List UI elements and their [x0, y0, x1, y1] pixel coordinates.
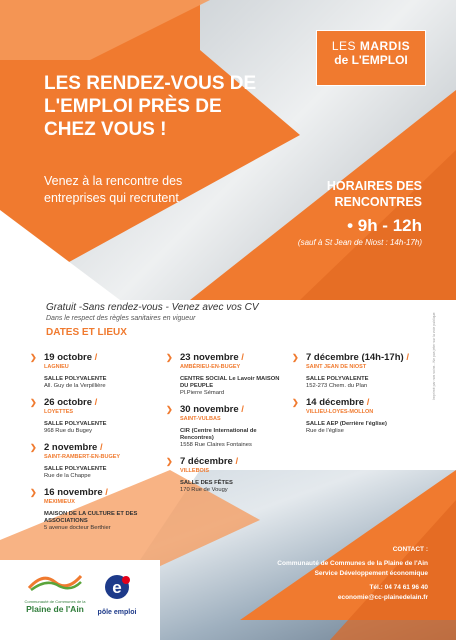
- entry-address: 170 Rue de Vougy: [180, 487, 228, 493]
- arrow-icon: ❯: [30, 488, 37, 497]
- hours-value: 9h - 12h: [357, 216, 422, 235]
- arrow-icon: ❯: [166, 353, 173, 362]
- entry-venue: SALLE DES FÊTES: [180, 480, 233, 486]
- contact-block: [258, 545, 428, 603]
- entry-address: Pl.Pierre Sémard: [180, 390, 225, 396]
- entry-venue: SALLE POLYVALENTE: [306, 376, 369, 382]
- date-entry: [30, 397, 150, 435]
- arrow-icon: ❯: [166, 457, 173, 466]
- arrow-icon: ❯: [166, 405, 173, 414]
- entry-date-line: 16 novembre /: [44, 487, 108, 498]
- entry-town: SAINT-RAMBERT-EN-BUGEY: [44, 454, 121, 460]
- entry-date: 23 novembre: [180, 352, 239, 363]
- entry-town: VILLEBOIS: [180, 468, 210, 474]
- entry-date-line: 26 octobre /: [44, 397, 98, 408]
- entry-venue: SALLE POLYVALENTE: [44, 376, 107, 382]
- mardis-badge: [316, 30, 426, 86]
- badge-les: LES: [331, 39, 360, 53]
- horaires-title: HORAIRES DES RENCONTRES: [326, 179, 422, 209]
- arrow-icon: ❯: [30, 353, 37, 362]
- date-entry: [292, 397, 422, 435]
- entry-address: All. Guy de la Verpillière: [44, 383, 106, 389]
- entry-venue: CENTRE SOCIAL Le Lavoir MAISON DU PEUPLE: [180, 376, 280, 389]
- entry-date-line: 23 novembre /: [180, 352, 244, 363]
- ccpa-logo: [20, 570, 90, 620]
- entry-venue: SALLE POLYVALENTE: [44, 421, 107, 427]
- contact-service: Service Développement économique: [314, 570, 428, 577]
- contact-org: Communauté de Communes de la Plaine de l'Ain: [277, 560, 428, 567]
- entry-town: LOYETTES: [44, 409, 74, 415]
- entry-address: 1558 Rue Claires Fontaines: [180, 442, 252, 448]
- entry-date-line: 2 novembre /: [44, 442, 103, 453]
- contact-phone: Tél.: 04 74 61 96 40: [369, 584, 428, 591]
- entry-town: SAINT-VULBAS: [180, 416, 221, 422]
- arrow-icon: ❯: [292, 398, 299, 407]
- svg-text:e: e: [112, 578, 122, 597]
- entry-town: AMBÉRIEU-EN-BUGEY: [180, 364, 241, 370]
- entry-date-line: 30 novembre /: [180, 404, 244, 415]
- main-headline: LES RENDEZ-VOUS DE L'EMPLOI PRÈS DE CHEZ VOUS !: [44, 73, 257, 140]
- entry-venue: MAISON DE LA CULTURE ET DES ASSOCIATIONS: [44, 511, 138, 524]
- ccpa-small-text: Communauté de Communes de la: [24, 599, 86, 604]
- entry-date-line: 19 octobre /: [44, 352, 98, 363]
- entry-date-line: 7 décembre (14h-17h) /: [306, 352, 409, 363]
- dates-column-3: [292, 352, 422, 442]
- entry-address: 5 avenue docteur Berthier: [44, 525, 111, 531]
- entry-venue: CIR (Centre International de Rencontres): [180, 428, 257, 441]
- entry-address: 968 Rue du Bugey: [44, 428, 93, 434]
- date-entry: [166, 352, 286, 397]
- dates-column-2: [166, 352, 286, 501]
- badge-mardis: MARDIS: [359, 39, 411, 53]
- entry-town: LAGNIEU: [44, 364, 69, 370]
- ccpa-name: Plaine de l'Ain: [26, 604, 84, 614]
- arrow-icon: ❯: [292, 353, 299, 362]
- entry-date-line: 14 décembre /: [306, 397, 370, 408]
- entry-date: 30 novembre: [180, 404, 239, 415]
- print-note: Imprimé par nos soins - Ne pas jeter sur la voie publique: [432, 312, 436, 400]
- dates-title: DATES ET LIEUX: [46, 327, 127, 338]
- entry-date: 19 octobre: [44, 352, 93, 363]
- entry-town: SAINT JEAN DE NIOST: [306, 364, 367, 370]
- pole-emploi-logo: [92, 572, 142, 622]
- entry-address: 152-273 Chem. du Plan: [306, 383, 368, 389]
- entry-address: Rue de la Chappe: [44, 473, 91, 479]
- free-info: Gratuit -Sans rendez-vous - Venez avec vos CV: [46, 302, 259, 313]
- entry-venue: SALLE POLYVALENTE: [44, 466, 107, 472]
- entry-date: 7 décembre (14h-17h): [306, 352, 404, 363]
- date-entry: [30, 352, 150, 390]
- date-entry: [166, 404, 286, 449]
- ccpa-swoosh-icon: [25, 570, 85, 592]
- entry-address: Rue de l'église: [306, 428, 344, 434]
- horaires-note: (sauf à St Jean de Niost : 14h-17h): [297, 238, 422, 247]
- entry-date: 14 décembre: [306, 397, 365, 408]
- date-entry: [166, 456, 286, 494]
- entry-date: 26 octobre: [44, 397, 93, 408]
- sanitary-info: Dans le respect des règles sanitaires en vigueur: [46, 315, 196, 322]
- arrow-icon: ❯: [30, 398, 37, 407]
- contact-email[interactable]: economie@cc-plainedelain.fr: [337, 594, 428, 601]
- entry-town: VILLIEU-LOYES-MOLLON: [306, 409, 374, 415]
- subheadline: Venez à la rencontre des entreprises qui recrutent: [44, 174, 183, 205]
- date-entry: [30, 487, 150, 532]
- entry-date: 7 décembre: [180, 456, 233, 467]
- pole-emploi-text: pôle emploi: [97, 609, 137, 616]
- entry-town: MEXIMIEUX: [44, 499, 75, 505]
- arrow-icon: ❯: [30, 443, 37, 452]
- entry-date: 2 novembre: [44, 442, 98, 453]
- contact-title: CONTACT :: [392, 546, 428, 553]
- horaires-hours: • 9h - 12h: [347, 216, 422, 235]
- pole-emploi-icon: [102, 572, 132, 602]
- entry-date: 16 novembre: [44, 487, 103, 498]
- badge-emploi: de L'EMPLOI: [334, 53, 408, 67]
- entry-date-line: 7 décembre /: [180, 456, 239, 467]
- dates-column-1: [30, 352, 150, 539]
- date-entry: [292, 352, 422, 390]
- date-entry: [30, 442, 150, 480]
- entry-venue: SALLE AEP (Derrière l'église): [306, 421, 387, 427]
